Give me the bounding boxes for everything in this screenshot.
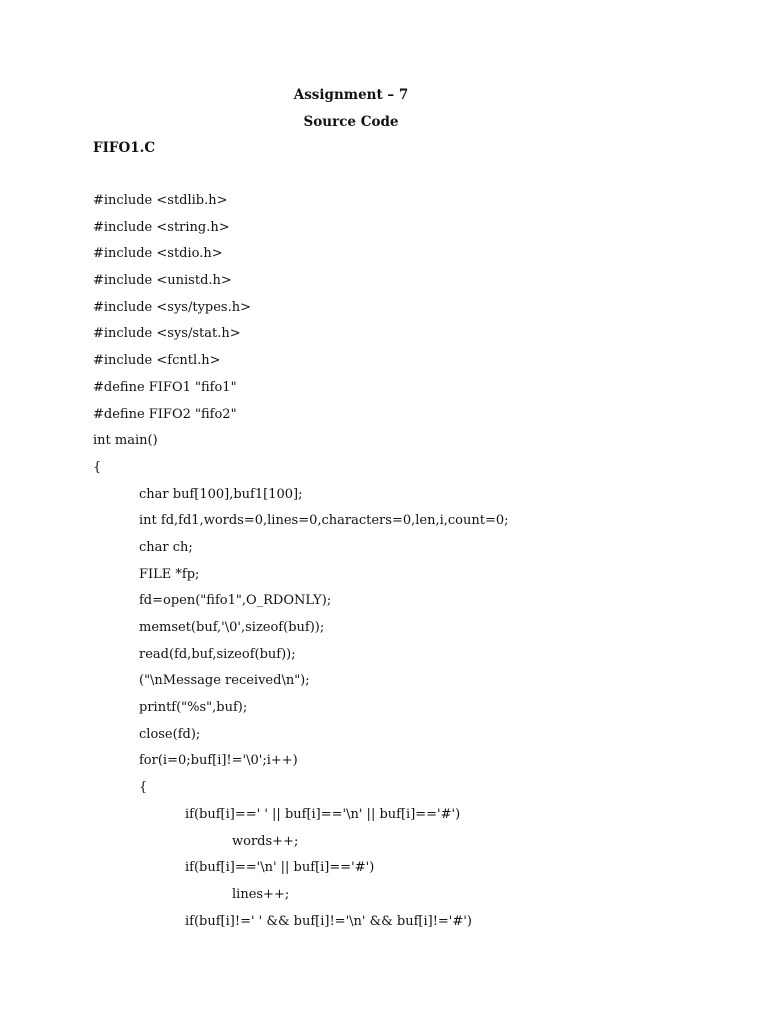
code-line: for(i=0;buf[i]!='\0';i++) [139,753,298,769]
code-line: if(buf[i]=='\n' || buf[i]=='#') [185,860,375,876]
code-line: fd=open("fifo1",O_RDONLY); [139,593,332,609]
source-filename: FIFO1.C [93,140,156,156]
code-line: #include <sys/types.h> [93,299,251,315]
code-line: printf("%s",buf); [139,700,248,716]
code-line: #include <string.h> [93,219,230,235]
code-line: #include <unistd.h> [93,273,232,289]
code-line: #include <stdio.h> [93,246,223,262]
source-code-listing [93,192,509,939]
code-line: int main() [93,433,158,449]
code-line: lines++; [232,886,290,902]
code-line: #include <sys/stat.h> [93,326,241,342]
code-line: char ch; [139,539,193,555]
code-line: memset(buf,'\0',sizeof(buf)); [139,620,325,635]
code-line: { [93,459,102,475]
assignment-title: Assignment – 7 [293,87,409,103]
code-line: close(fd); [139,726,201,742]
code-line: #define FIFO2 "fifo2" [93,406,237,422]
code-line: #define FIFO1 "fifo1" [93,379,237,395]
code-line: char buf[100],buf1[100]; [139,486,303,502]
code-line: { [139,780,148,796]
code-line: #include <fcntl.h> [93,353,221,369]
code-line: if(buf[i]==' ' || buf[i]=='\n' || buf[i]=='#') [185,806,461,822]
section-subtitle: Source Code [303,114,399,130]
code-line: words++; [232,833,299,849]
code-line: int fd,fd1,words=0,lines=0,characters=0,len,i,count=0; [139,513,509,529]
code-line: read(fd,buf,sizeof(buf)); [139,646,296,662]
code-line: if(buf[i]!=' ' && buf[i]!='\n' && buf[i]!='#') [185,913,472,929]
code-line: FILE *fp; [139,566,200,582]
code-line: ("\nMessage received\n"); [139,673,310,689]
code-line: #include <stdlib.h> [93,193,228,208]
